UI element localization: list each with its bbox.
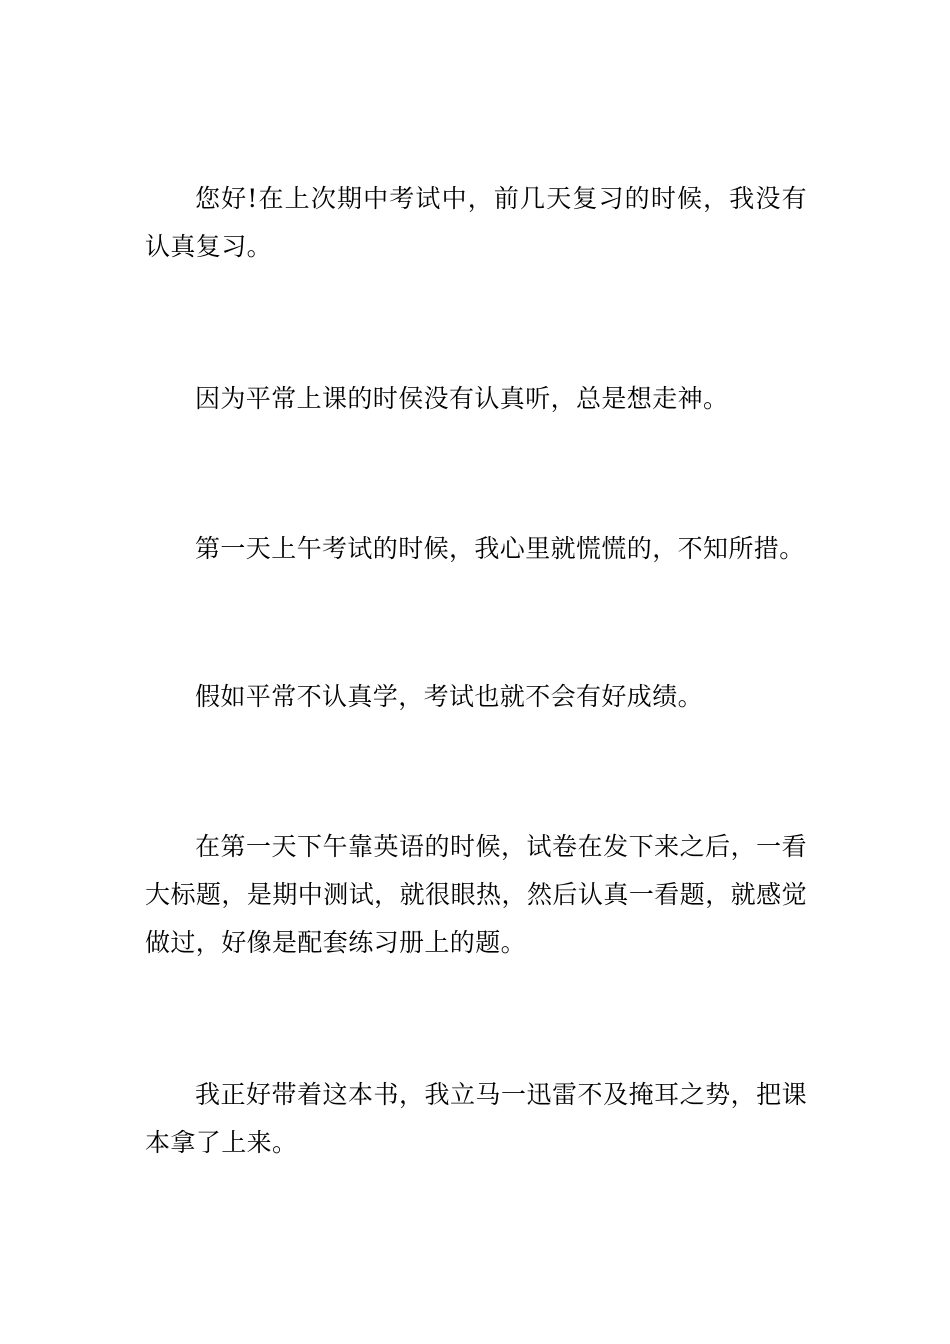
paragraph-4: 假如平常不认真学，考试也就不会有好成绩。 <box>195 682 704 711</box>
paragraph-2: 因为平常上课的时侯没有认真听，总是想走神。 <box>195 384 729 413</box>
paragraph-1: 您好!在上次期中考试中，前几天复习的时候，我没有认真复习。 <box>145 184 807 261</box>
paragraph-5: 在第一天下午靠英语的时候，试卷在发下来之后，一看大标题，是期中测试，就很眼热，然后认真一看题，就感觉做过，好像是配套练习册上的题。 <box>145 832 807 957</box>
paragraph-3: 第一天上午考试的时候，我心里就慌慌的，不知所措。 <box>195 534 805 563</box>
paragraph-6: 我正好带着这本书，我立马一迅雷不及掩耳之势，把课本拿了上来。 <box>145 1080 807 1157</box>
